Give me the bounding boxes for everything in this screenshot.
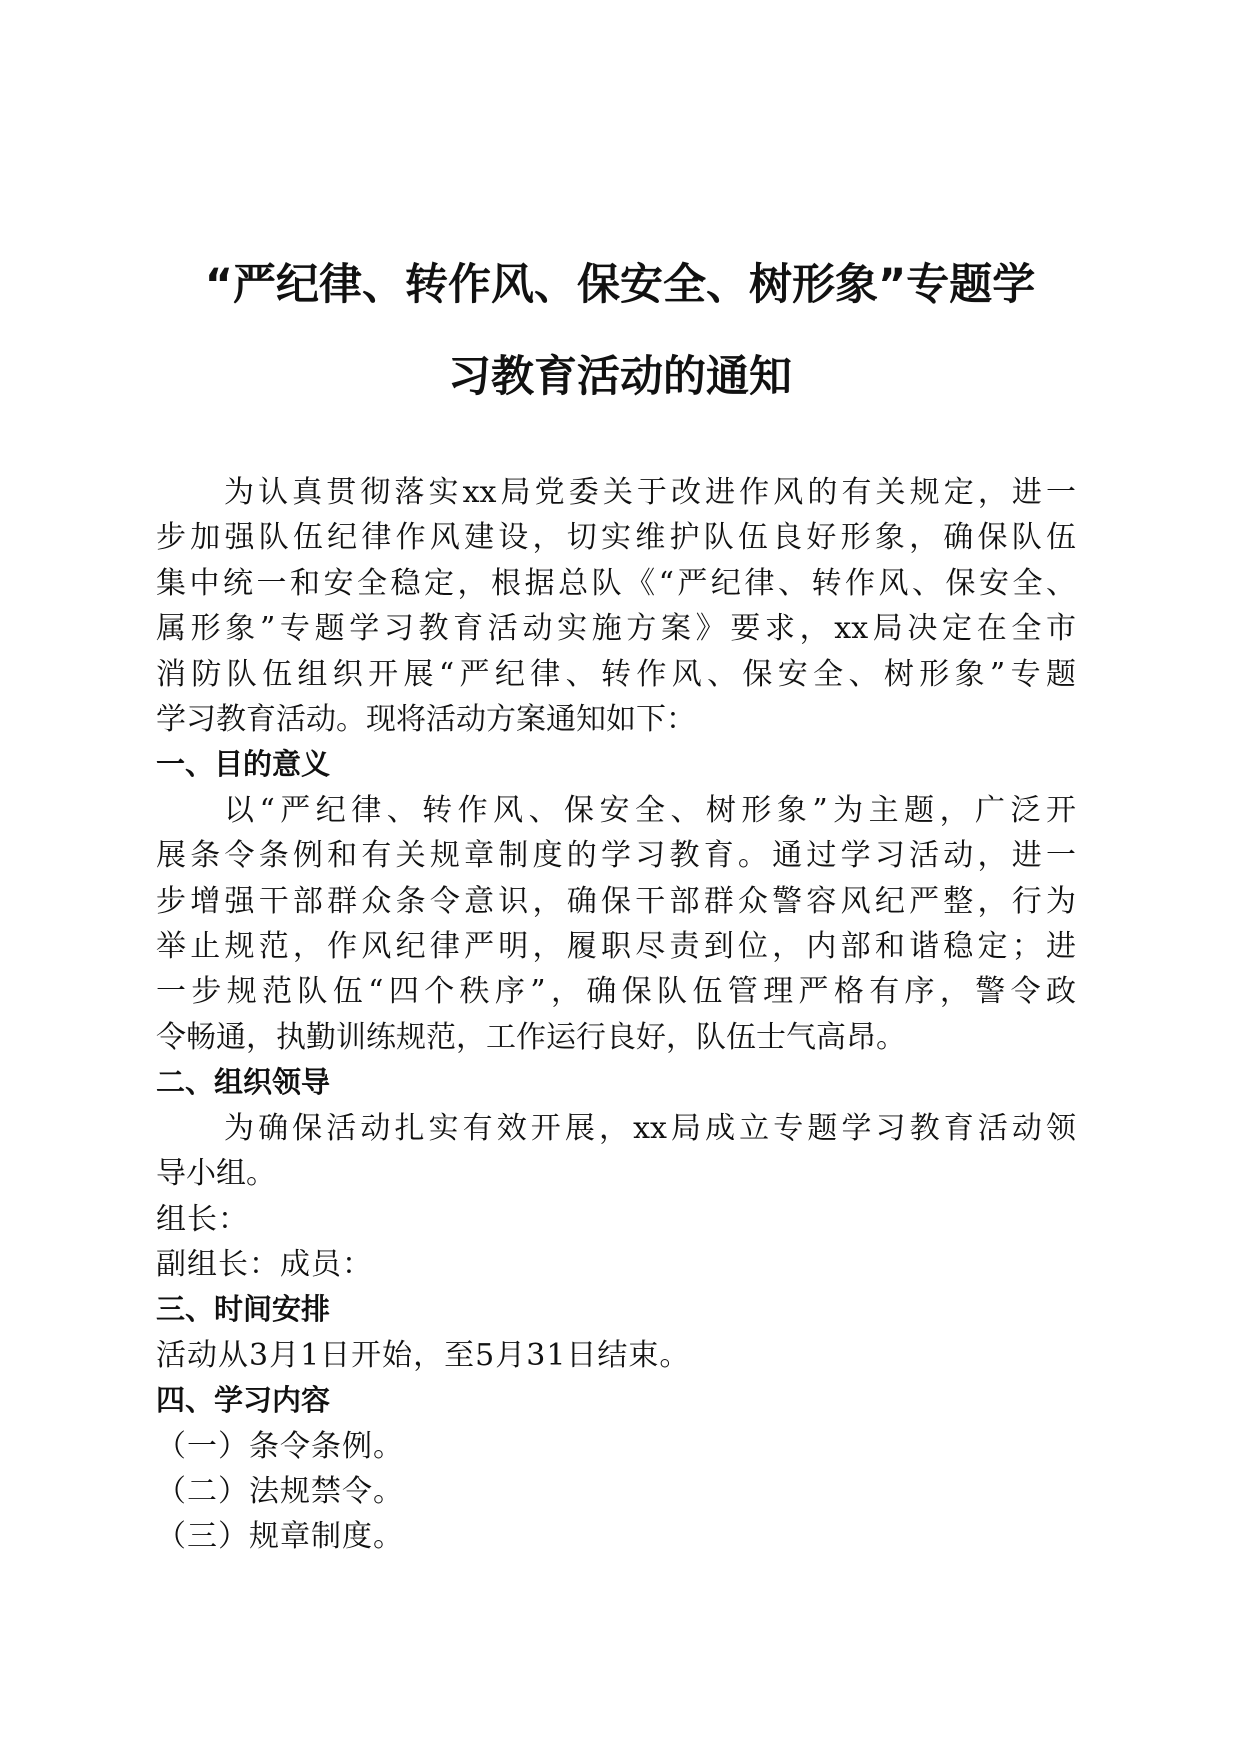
- intro-line: 为认真贯彻落实xx局党委关于改进作风的有关规定，进一: [224, 475, 1076, 510]
- section-1-line: 令畅通，执勤训练规范，工作运行良好，队伍士气高昂。: [156, 1019, 906, 1055]
- intro-line: 属形象”专题学习教育活动实施方案》要求，xx局决定在全市: [156, 611, 1076, 647]
- section-4-heading: 四、学习内容: [156, 1383, 331, 1418]
- section-3-heading: 三、时间安排: [156, 1292, 331, 1327]
- section-2-paragraph: [156, 1106, 1076, 1197]
- document-title-line-2: 习教育活动的通知: [448, 352, 792, 402]
- section-3-text: 活动从3月1日开始，至5月31日结束。: [156, 1337, 691, 1373]
- list-item: （一）条令条例。: [156, 1428, 404, 1464]
- section-1-line: 展条令条例和有关规章制度的学习教育。通过学习活动，进一: [156, 838, 1076, 874]
- section-1-line: 步增强干部群众条令意识，确保干部群众警容风纪严整，行为: [156, 883, 1076, 919]
- intro-line: 消防队伍组织开展“严纪律、转作风、保安全、树形象”专题: [156, 656, 1076, 692]
- section-1-line: 一步规范队伍“四个秩序”，确保队伍管理严格有序，警令政: [156, 974, 1076, 1010]
- intro-line: 步加强队伍纪律作风建设，切实维护队伍良好形象，确保队伍: [156, 520, 1076, 556]
- leader-label: 组长：: [156, 1201, 249, 1237]
- section-1-line: 以“严纪律、转作风、保安全、树形象”为主题，广泛开: [224, 792, 1076, 828]
- intro-line: 集中统一和安全稳定，根据总队《“严纪律、转作风、保安全、: [156, 565, 1076, 601]
- intro-line: 学习教育活动。现将活动方案通知如下：: [156, 702, 696, 738]
- intro-paragraph: [156, 470, 1076, 742]
- deputy-members-label: 副组长：成员：: [156, 1246, 373, 1282]
- document-body: [156, 470, 1076, 1560]
- section-1-paragraph: [156, 788, 1076, 1060]
- section-2-heading: 二、组织领导: [156, 1065, 331, 1100]
- section-2-line: 为确保活动扎实有效开展，xx局成立专题学习教育活动领: [224, 1110, 1076, 1146]
- list-item: （二）法规禁令。: [156, 1473, 404, 1509]
- list-item: （三）规章制度。: [156, 1519, 404, 1555]
- section-1-heading: 一、目的意义: [156, 747, 331, 782]
- document-title-line-1: “严纪律、转作风、保安全、树形象”专题学: [204, 260, 1036, 310]
- section-2-line: 导小组。: [156, 1156, 276, 1192]
- section-1-line: 举止规范，作风纪律严明，履职尽责到位，内部和谐稳定；进: [156, 929, 1076, 965]
